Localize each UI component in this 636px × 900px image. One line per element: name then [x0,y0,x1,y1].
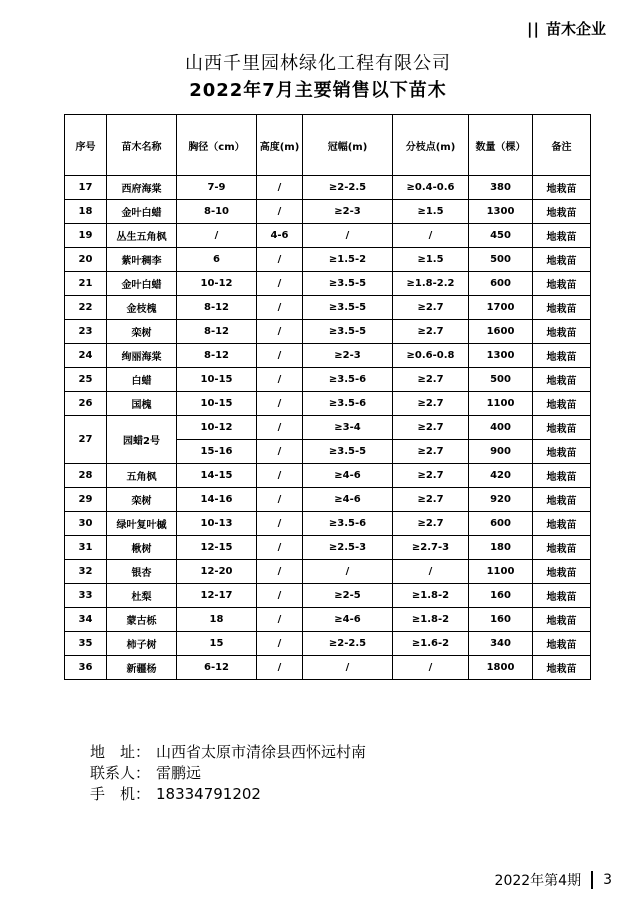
cell-name: 蒙古栎 [107,608,177,632]
cell-name: 金叶白蜡 [107,200,177,224]
tag-bars: || [527,19,540,38]
cell-name: 金叶白蜡 [107,272,177,296]
cell-no: 24 [65,344,107,368]
cell-crown: ≥3.5-5 [303,296,393,320]
cell-qty: 1800 [469,656,533,680]
cell-dbh: / [177,224,257,248]
cell-note: 地栽苗 [533,200,591,224]
table-row [65,488,591,512]
cell-branch: ≥2.7 [393,464,469,488]
cell-crown: ≥1.5-2 [303,248,393,272]
col-header-branch: 分枝点(m) [393,115,469,176]
col-header-height: 高度(m) [257,115,303,176]
cell-name: 绿叶复叶槭 [107,512,177,536]
cell-no: 28 [65,464,107,488]
cell-branch: ≥0.4-0.6 [393,176,469,200]
cell-dbh: 10-15 [177,392,257,416]
col-header-qty: 数量（棵） [469,115,533,176]
seedling-table [64,114,591,680]
cell-height: / [257,632,303,656]
cell-dbh: 7-9 [177,176,257,200]
address-label: 地 址： [90,743,151,761]
cell-qty: 1600 [469,320,533,344]
cell-crown: ≥4-6 [303,608,393,632]
cell-no: 29 [65,488,107,512]
cell-height: / [257,392,303,416]
cell-qty: 600 [469,272,533,296]
cell-crown: ≥4-6 [303,464,393,488]
cell-branch: ≥2.7-3 [393,536,469,560]
cell-no: 26 [65,392,107,416]
cell-no: 17 [65,176,107,200]
table-row [65,632,591,656]
cell-qty: 1100 [469,392,533,416]
cell-no: 23 [65,320,107,344]
cell-crown: ≥3-4 [303,416,393,440]
cell-height: / [257,560,303,584]
cell-branch: ≥1.5 [393,248,469,272]
cell-name: 杜梨 [107,584,177,608]
cell-crown: ≥2-3 [303,200,393,224]
table-row [65,344,591,368]
cell-note: 地栽苗 [533,392,591,416]
cell-name: 西府海棠 [107,176,177,200]
cell-note: 地栽苗 [533,488,591,512]
cell-name: 金枝槐 [107,296,177,320]
cell-dbh: 12-20 [177,560,257,584]
cell-branch: ≥2.7 [393,440,469,464]
cell-no: 19 [65,224,107,248]
cell-qty: 500 [469,248,533,272]
cell-branch: ≥2.7 [393,320,469,344]
col-header-name: 苗木名称 [107,115,177,176]
table-row [65,392,591,416]
cell-height: / [257,608,303,632]
cell-qty: 380 [469,176,533,200]
table-row [65,200,591,224]
category-tag [527,18,606,39]
cell-dbh: 8-12 [177,344,257,368]
table-row [65,560,591,584]
cell-note: 地栽苗 [533,416,591,440]
cell-crown: ≥3.5-5 [303,272,393,296]
col-header-crown: 冠幅(m) [303,115,393,176]
cell-qty: 340 [469,632,533,656]
cell-qty: 160 [469,608,533,632]
cell-height: / [257,296,303,320]
cell-name: 楸树 [107,536,177,560]
cell-name: 紫叶稠李 [107,248,177,272]
table-row [65,416,591,440]
table-row [65,512,591,536]
person-value: 雷鹏远 [156,764,202,782]
cell-crown: / [303,224,393,248]
table-row [65,272,591,296]
cell-no: 27 [65,416,107,464]
cell-crown: ≥3.5-6 [303,392,393,416]
cell-qty: 450 [469,224,533,248]
cell-branch: ≥2.7 [393,296,469,320]
cell-no: 36 [65,656,107,680]
cell-dbh: 6-12 [177,656,257,680]
table-row [65,656,591,680]
cell-no: 30 [65,512,107,536]
cell-height: / [257,656,303,680]
phone-label: 手 机： [90,785,151,803]
cell-no: 18 [65,200,107,224]
cell-height: / [257,248,303,272]
cell-no: 32 [65,560,107,584]
cell-no: 22 [65,296,107,320]
cell-height: / [257,320,303,344]
cell-branch: / [393,560,469,584]
cell-crown: ≥2-3 [303,344,393,368]
cell-qty: 1700 [469,296,533,320]
table-row [65,536,591,560]
cell-branch: / [393,224,469,248]
cell-crown: / [303,656,393,680]
cell-note: 地栽苗 [533,224,591,248]
table-row [65,248,591,272]
cell-branch: ≥2.7 [393,512,469,536]
cell-height: / [257,584,303,608]
cell-height: / [257,176,303,200]
cell-dbh: 10-13 [177,512,257,536]
cell-name: 栾树 [107,320,177,344]
person-line [90,763,366,784]
page-footer [495,870,612,890]
cell-crown: ≥3.5-6 [303,512,393,536]
cell-crown: ≥2-5 [303,584,393,608]
cell-name: 园蜡2号 [107,416,177,464]
cell-no: 21 [65,272,107,296]
person-label: 联系人： [90,764,151,782]
cell-height: / [257,344,303,368]
table-row [65,320,591,344]
cell-note: 地栽苗 [533,584,591,608]
company-title: 山西千里园林绿化工程有限公司 [185,53,451,74]
cell-branch: ≥0.6-0.8 [393,344,469,368]
table-row [65,224,591,248]
cell-no: 35 [65,632,107,656]
cell-crown: / [303,560,393,584]
cell-qty: 900 [469,440,533,464]
cell-dbh: 8-10 [177,200,257,224]
cell-no: 20 [65,248,107,272]
cell-height: / [257,200,303,224]
cell-no: 25 [65,368,107,392]
cell-name: 银杏 [107,560,177,584]
cell-name: 五角枫 [107,464,177,488]
cell-name: 新疆杨 [107,656,177,680]
cell-note: 地栽苗 [533,248,591,272]
cell-branch: ≥2.7 [393,368,469,392]
issue-label: 2022年第4期 [494,873,582,889]
cell-note: 地栽苗 [533,344,591,368]
tag-text: 苗木企业 [545,20,606,38]
table-row [65,368,591,392]
cell-branch: ≥2.7 [393,392,469,416]
cell-note: 地栽苗 [533,608,591,632]
cell-crown: ≥2.5-3 [303,536,393,560]
address-value: 山西省太原市清徐县西怀远村南 [156,743,367,761]
cell-dbh: 14-16 [177,488,257,512]
cell-crown: ≥3.5-5 [303,440,393,464]
cell-name: 绚丽海棠 [107,344,177,368]
cell-no: 33 [65,584,107,608]
cell-height: 4-6 [257,224,303,248]
cell-dbh: 15 [177,632,257,656]
cell-note: 地栽苗 [533,296,591,320]
cell-note: 地栽苗 [533,512,591,536]
cell-note: 地栽苗 [533,176,591,200]
phone-line [90,784,366,805]
cell-note: 地栽苗 [533,464,591,488]
cell-dbh: 10-15 [177,368,257,392]
cell-name: 白蜡 [107,368,177,392]
table-row [65,584,591,608]
phone-value: 18334791202 [156,785,261,803]
cell-qty: 1300 [469,200,533,224]
cell-height: / [257,416,303,440]
cell-note: 地栽苗 [533,368,591,392]
address-line [90,742,366,763]
contact-block [90,742,366,805]
cell-height: / [257,368,303,392]
cell-branch: ≥2.7 [393,416,469,440]
cell-qty: 1100 [469,560,533,584]
cell-dbh: 6 [177,248,257,272]
cell-dbh: 14-15 [177,464,257,488]
cell-qty: 420 [469,464,533,488]
sales-title: 2022年7月主要销售以下苗木 [189,80,447,101]
cell-name: 丛生五角枫 [107,224,177,248]
cell-branch: / [393,656,469,680]
cell-note: 地栽苗 [533,560,591,584]
cell-qty: 1300 [469,344,533,368]
footer-separator [591,871,593,889]
table-row [65,296,591,320]
cell-height: / [257,488,303,512]
cell-note: 地栽苗 [533,320,591,344]
cell-height: / [257,536,303,560]
cell-dbh: 18 [177,608,257,632]
cell-branch: ≥1.8-2 [393,608,469,632]
cell-note: 地栽苗 [533,440,591,464]
col-header-no: 序号 [65,115,107,176]
cell-note: 地栽苗 [533,272,591,296]
table-row [65,608,591,632]
cell-no: 34 [65,608,107,632]
cell-dbh: 10-12 [177,272,257,296]
col-header-dbh: 胸径（cm） [177,115,257,176]
cell-note: 地栽苗 [533,536,591,560]
cell-qty: 180 [469,536,533,560]
cell-name: 柿子树 [107,632,177,656]
cell-height: / [257,272,303,296]
cell-crown: ≥2-2.5 [303,632,393,656]
cell-crown: ≥2-2.5 [303,176,393,200]
cell-branch: ≥1.5 [393,200,469,224]
cell-crown: ≥3.5-5 [303,320,393,344]
table-row [65,176,591,200]
cell-crown: ≥4-6 [303,488,393,512]
cell-branch: ≥1.6-2 [393,632,469,656]
cell-dbh: 12-17 [177,584,257,608]
cell-note: 地栽苗 [533,656,591,680]
cell-dbh: 12-15 [177,536,257,560]
page-number: 3 [603,872,612,888]
table-row [65,464,591,488]
table-header-row [65,115,591,176]
cell-branch: ≥1.8-2.2 [393,272,469,296]
cell-height: / [257,440,303,464]
cell-height: / [257,464,303,488]
cell-qty: 600 [469,512,533,536]
cell-height: / [257,512,303,536]
cell-note: 地栽苗 [533,632,591,656]
cell-qty: 160 [469,584,533,608]
cell-qty: 400 [469,416,533,440]
cell-qty: 920 [469,488,533,512]
cell-dbh: 15-16 [177,440,257,464]
cell-branch: ≥2.7 [393,488,469,512]
cell-no: 31 [65,536,107,560]
cell-qty: 500 [469,368,533,392]
cell-crown: ≥3.5-6 [303,368,393,392]
col-header-note: 备注 [533,115,591,176]
cell-branch: ≥1.8-2 [393,584,469,608]
cell-name: 国槐 [107,392,177,416]
cell-dbh: 10-12 [177,416,257,440]
cell-dbh: 8-12 [177,296,257,320]
cell-dbh: 8-12 [177,320,257,344]
cell-name: 栾树 [107,488,177,512]
